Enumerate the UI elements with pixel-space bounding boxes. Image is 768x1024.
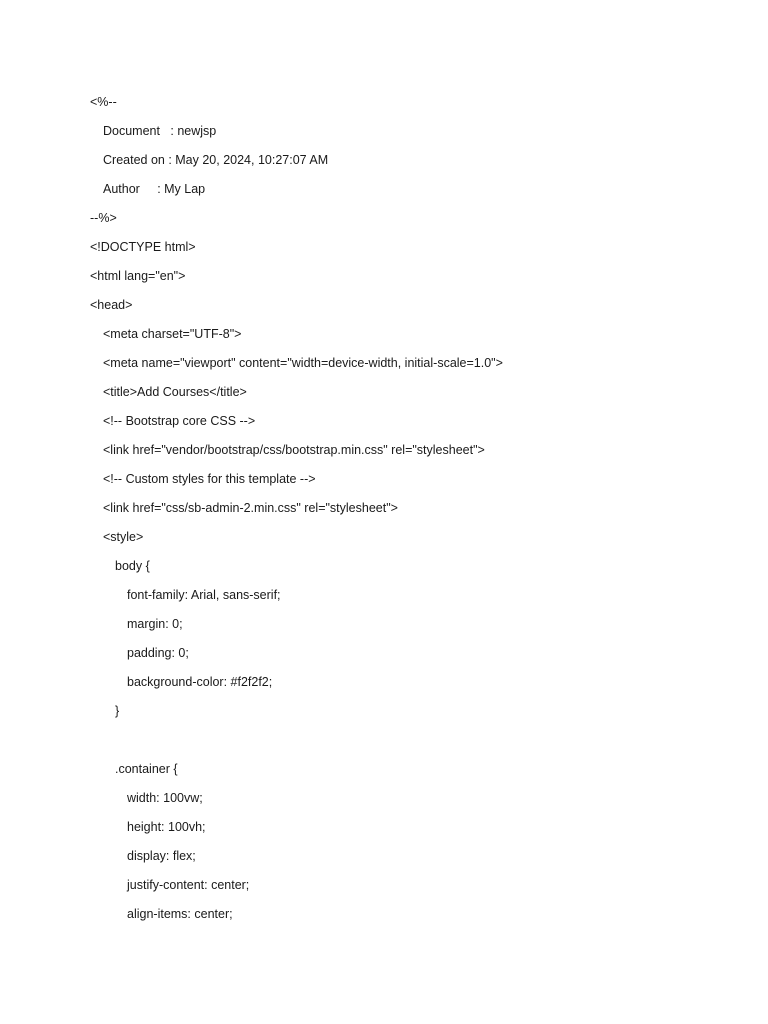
code-line: Document : newjsp	[103, 124, 217, 138]
code-line: width: 100vw;	[127, 791, 203, 805]
code-listing	[90, 88, 503, 929]
code-line: margin: 0;	[127, 617, 183, 631]
code-line: <!DOCTYPE html>	[90, 240, 196, 254]
code-line: <style>	[103, 530, 144, 544]
code-line: <%--	[90, 95, 117, 109]
code-line: <head>	[90, 298, 133, 312]
code-line: Author : My Lap	[103, 182, 206, 196]
code-line: <link href="css/sb-admin-2.min.css" rel="stylesheet">	[103, 501, 398, 515]
code-line: display: flex;	[127, 849, 196, 863]
code-line: .container {	[115, 762, 178, 776]
blank-line	[90, 726, 503, 755]
code-line: <meta charset="UTF-8">	[103, 327, 242, 341]
code-line: <!-- Custom styles for this template -->	[103, 472, 316, 486]
code-line: --%>	[90, 211, 117, 225]
code-line: align-items: center;	[127, 907, 233, 921]
code-line: <link href="vendor/bootstrap/css/bootstrap.min.css" rel="stylesheet">	[103, 443, 485, 457]
code-line: body {	[115, 559, 150, 573]
code-line: <title>Add Courses</title>	[103, 385, 247, 399]
code-line: Created on : May 20, 2024, 10:27:07 AM	[103, 153, 329, 167]
code-line: justify-content: center;	[127, 878, 250, 892]
code-line: <!-- Bootstrap core CSS -->	[103, 414, 256, 428]
code-line: <html lang="en">	[90, 269, 186, 283]
code-line: font-family: Arial, sans-serif;	[127, 588, 281, 602]
code-line: height: 100vh;	[127, 820, 206, 834]
code-line: }	[115, 704, 120, 718]
code-line: padding: 0;	[127, 646, 189, 660]
code-line: background-color: #f2f2f2;	[127, 675, 273, 689]
code-line: <meta name="viewport" content="width=device-width, initial-scale=1.0">	[103, 356, 503, 370]
